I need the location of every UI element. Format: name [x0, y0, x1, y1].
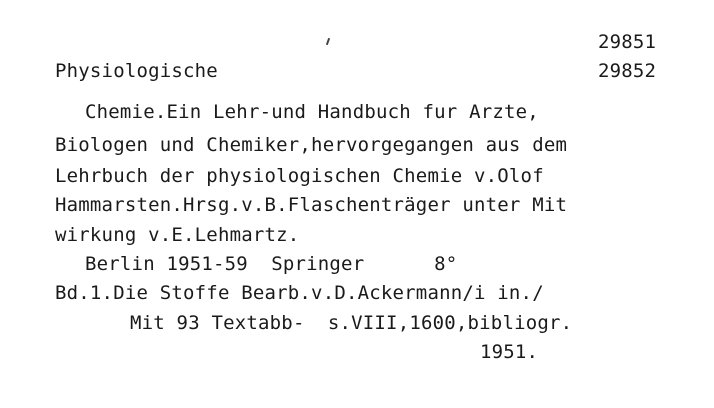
volume-year-line: 1951. — [480, 341, 539, 363]
title-line-4: Hammarsten.Hrsg.v.B.Flaschenträger unter Mit — [55, 194, 568, 216]
ink-speck — [326, 38, 330, 45]
title-line-1: Chemie.Ein Lehr-und Handbuch fur Arzte, — [85, 101, 539, 123]
call-number-2: 29852 — [598, 60, 657, 82]
call-number-1: 29851 — [598, 31, 657, 53]
collation-line: Mit 93 Textabb- s.VIII,1600,bibliogr. — [130, 312, 573, 334]
title-line-2: Biologen und Chemiker,hervorgegangen aus dem — [55, 134, 568, 156]
volume-line: Bd.1.Die Stoffe Bearb.v.D.Ackermann/i in./ — [55, 282, 544, 304]
title-line-3: Lehrbuch der physiologischen Chemie v.Olof — [55, 165, 544, 187]
title-line-5: wirkung v.E.Lehmartz. — [55, 224, 300, 246]
imprint-line: Berlin 1951-59 Springer 8° — [85, 253, 458, 275]
heading-word: Physiologische — [55, 60, 218, 82]
